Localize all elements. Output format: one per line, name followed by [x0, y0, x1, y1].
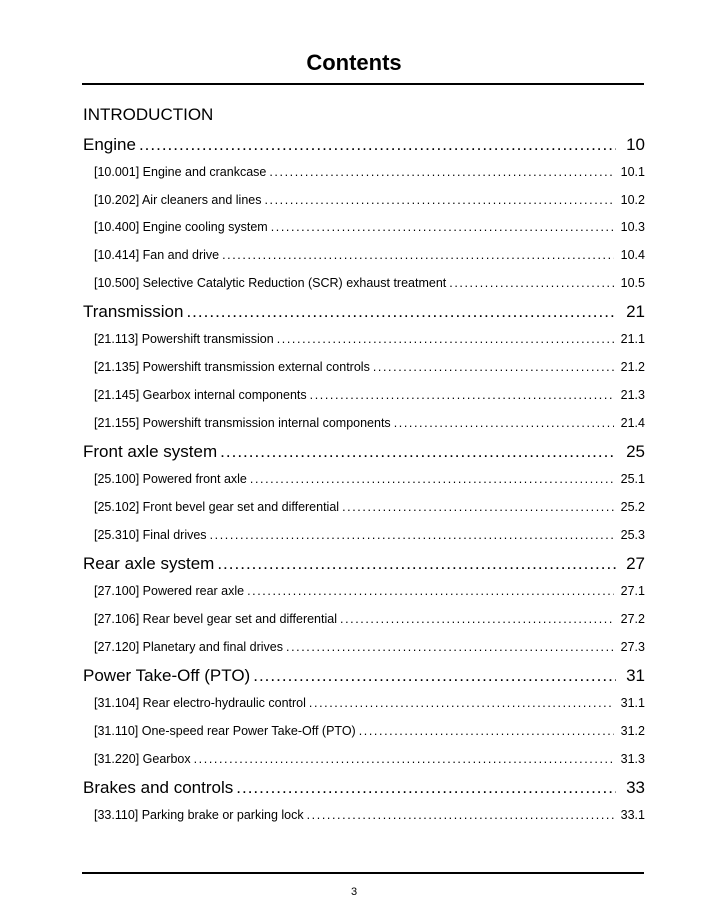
toc-entry-row[interactable]: [83, 578, 645, 606]
dot-leader: [286, 634, 614, 662]
toc-chapter-title: Power Take-Off (PTO): [83, 666, 251, 686]
toc-entry-title: [21.113] Powershift transmission: [94, 332, 274, 347]
toc-entry-title: [33.110] Parking brake or parking lock: [94, 808, 304, 823]
dot-leader: [186, 297, 616, 326]
toc-entry-page: 21.4: [620, 415, 645, 430]
dot-leader: [139, 130, 616, 159]
toc-entry-page: 27.1: [620, 584, 645, 599]
toc-chapter-title: Rear axle system: [83, 554, 215, 574]
toc-entry-row[interactable]: [83, 746, 645, 774]
dot-leader: [253, 661, 616, 690]
toc-entry-title: [31.104] Rear electro-hydraulic control: [94, 696, 306, 711]
toc-entry-page: 25.3: [620, 527, 645, 542]
dot-leader: [220, 437, 616, 466]
dot-leader: [269, 159, 614, 187]
toc-chapter-page: 21: [626, 302, 645, 322]
toc-entry-row[interactable]: [83, 214, 645, 242]
toc-entry-page: 10.1: [620, 165, 645, 179]
toc-chapter-page: 10: [626, 135, 645, 154]
toc-chapter-page: 27: [626, 554, 645, 574]
toc-chapter-row[interactable]: [83, 549, 645, 578]
dot-leader: [210, 522, 614, 550]
toc-entry-row[interactable]: [83, 187, 645, 215]
dot-leader: [264, 187, 614, 215]
toc-entry-page: 33.1: [620, 808, 645, 823]
dot-leader: [277, 326, 614, 354]
introduction-heading[interactable]: INTRODUCTION: [83, 105, 214, 124]
toc-entry-page: 10.5: [620, 275, 645, 290]
toc-chapter-page: 31: [626, 666, 645, 686]
toc-entry-row[interactable]: [83, 159, 645, 187]
toc-entry-row[interactable]: [83, 382, 645, 410]
toc-entry-row[interactable]: [83, 326, 645, 354]
dot-leader: [307, 802, 614, 830]
toc-entry-page: 21.1: [620, 332, 645, 347]
toc-entry-title: [31.110] One-speed rear Power Take-Off (PTO): [94, 724, 356, 738]
toc-entry-row[interactable]: [83, 242, 645, 270]
toc-entry-row[interactable]: [83, 354, 645, 382]
toc-entry-row[interactable]: [83, 802, 645, 830]
toc-entry-page: 27.2: [620, 611, 645, 626]
dot-leader: [394, 410, 614, 438]
dot-leader: [194, 746, 614, 774]
toc-entry-row[interactable]: [83, 522, 645, 550]
top-divider: [82, 83, 644, 85]
toc-chapter-row[interactable]: [83, 437, 645, 466]
toc-entry-page: 31.2: [620, 724, 645, 738]
toc-entry-title: [10.500] Selective Catalytic Reduction (SCR) exhaust treatment: [94, 275, 447, 290]
toc-chapter-title: Brakes and controls: [83, 778, 234, 798]
dot-leader: [271, 214, 614, 242]
toc-chapter-row[interactable]: [83, 297, 645, 326]
toc-entry-title: [25.100] Powered front axle: [94, 472, 247, 487]
dot-leader: [250, 466, 614, 494]
toc-chapter-row[interactable]: [83, 130, 645, 159]
toc-entry-page: 21.3: [620, 387, 645, 402]
toc-entry-row[interactable]: [83, 410, 645, 438]
toc-entry-title: [21.135] Powershift transmission external controls: [94, 360, 370, 375]
toc-entry-page: 10.3: [620, 220, 645, 235]
dot-leader: [449, 270, 614, 298]
page-title: Contents: [306, 50, 402, 75]
dot-leader: [217, 549, 616, 578]
toc-chapter-row[interactable]: [83, 661, 645, 690]
toc-entry-title: [27.106] Rear bevel gear set and differential: [94, 611, 337, 626]
toc-entry-page: 21.2: [620, 360, 645, 375]
dot-leader: [247, 578, 614, 606]
toc-entry-title: [25.310] Final drives: [94, 527, 207, 542]
dot-leader: [236, 773, 616, 802]
toc-entry-page: 10.4: [620, 248, 645, 263]
toc-entry-title: [31.220] Gearbox: [94, 751, 191, 766]
toc-entry-title: [25.102] Front bevel gear set and differential: [94, 499, 340, 514]
toc-entry-page: 31.1: [620, 696, 645, 711]
toc-entry-row[interactable]: [83, 634, 645, 662]
toc-entry-title: [10.001] Engine and crankcase: [94, 165, 267, 179]
toc-chapter-row[interactable]: [83, 773, 645, 802]
toc-entry-row[interactable]: [83, 690, 645, 718]
toc-entry-page: 31.3: [620, 751, 645, 766]
toc-entry-title: [10.400] Engine cooling system: [94, 220, 268, 235]
toc-entry-page: 10.2: [620, 192, 645, 207]
dot-leader: [309, 690, 614, 718]
toc-entry-title: [21.145] Gearbox internal components: [94, 387, 307, 402]
dot-leader: [373, 354, 614, 382]
dot-leader: [342, 494, 614, 522]
toc-entry-page: 25.2: [620, 499, 645, 514]
toc-entry-row[interactable]: [83, 606, 645, 634]
toc-entry-title: [27.120] Planetary and final drives: [94, 639, 284, 654]
dot-leader: [310, 382, 614, 410]
dot-leader: [359, 718, 614, 746]
dot-leader: [340, 606, 614, 634]
toc-chapter-page: 33: [626, 778, 645, 798]
toc-entry-row[interactable]: [83, 466, 645, 494]
page-number: 3: [350, 886, 358, 898]
dot-leader: [222, 242, 614, 270]
toc-entry-title: [10.414] Fan and drive: [94, 248, 220, 263]
toc-entry-row[interactable]: [83, 718, 645, 746]
table-of-contents: [83, 130, 645, 830]
toc-chapter-title: Transmission: [83, 302, 184, 322]
toc-chapter-title: Front axle system: [83, 442, 218, 462]
toc-entry-page: 27.3: [620, 639, 645, 654]
toc-chapter-title: Engine: [83, 135, 136, 154]
toc-entry-page: 25.1: [620, 472, 645, 487]
bottom-divider: [82, 872, 644, 874]
toc-chapter-page: 25: [626, 442, 645, 462]
toc-entry-row[interactable]: [83, 494, 645, 522]
toc-entry-row[interactable]: [83, 270, 645, 298]
toc-entry-title: [27.100] Powered rear axle: [94, 584, 245, 599]
toc-entry-title: [10.202] Air cleaners and lines: [94, 192, 262, 207]
toc-entry-title: [21.155] Powershift transmission internal components: [94, 415, 391, 430]
